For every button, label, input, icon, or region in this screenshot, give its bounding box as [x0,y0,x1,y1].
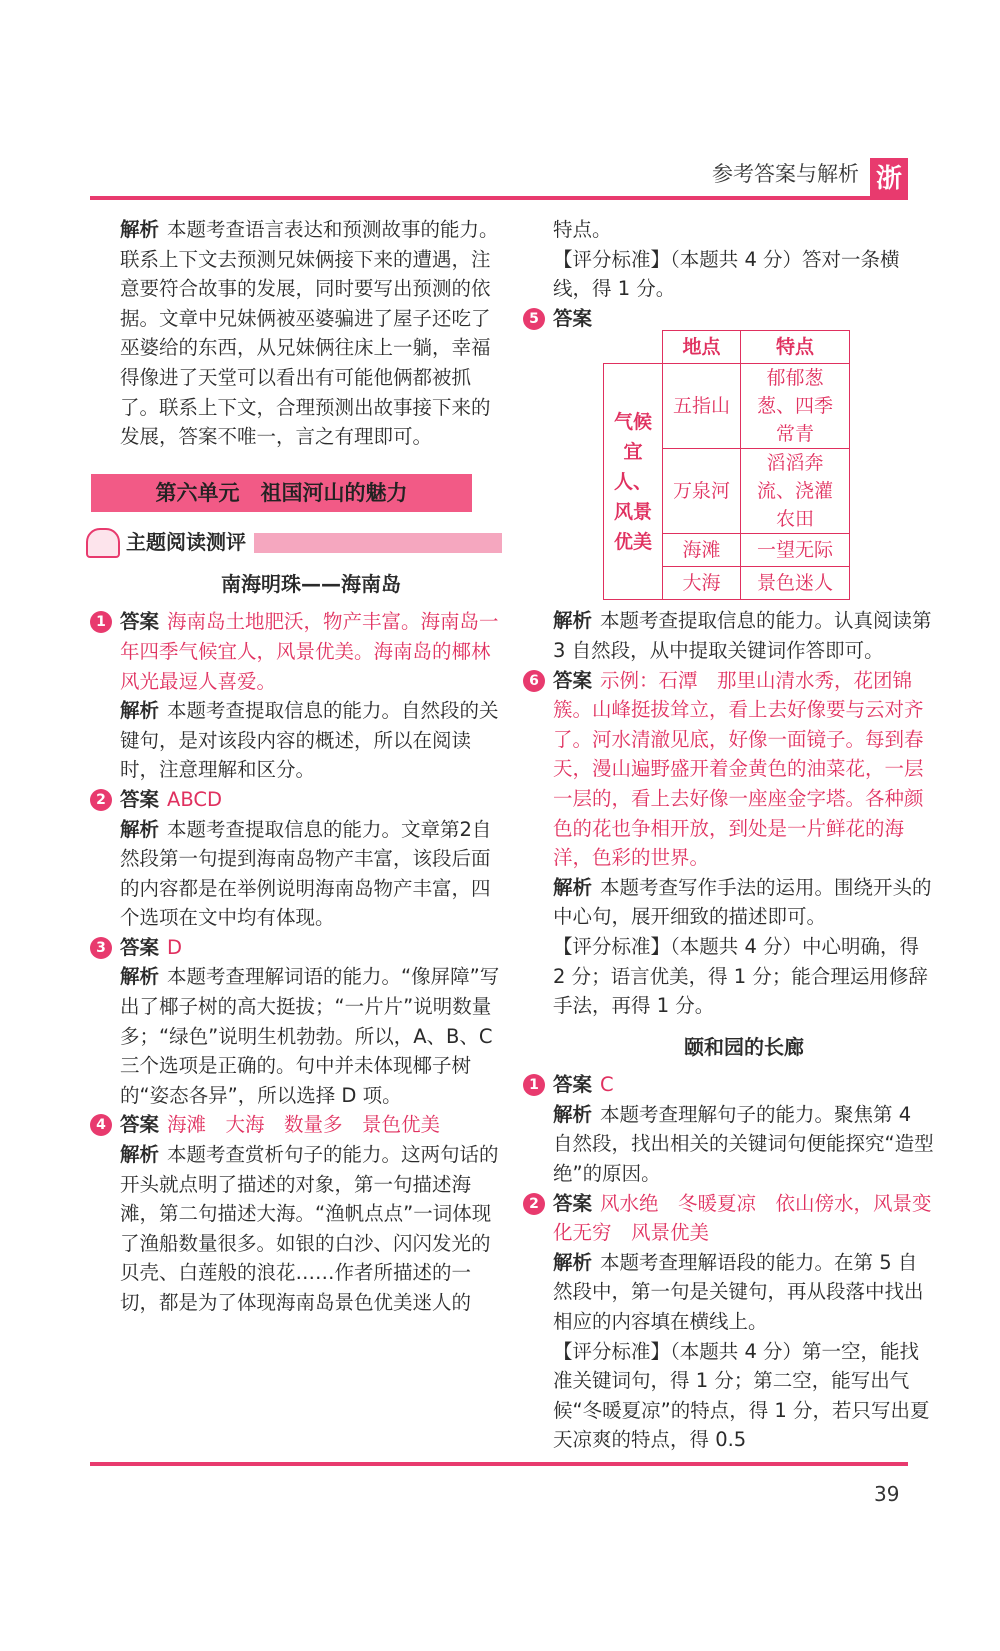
s2q2-explanation [553,1248,935,1337]
header-title: 参考答案与解析 [712,162,859,186]
table-cell-place: 大海 [663,567,741,600]
answer-text: D [167,935,183,959]
answer-label: 答案 [553,668,593,692]
s2q2-scoring: 【评分标准】（本题共 4 分）第一空，能找准关键词句，得 1 分；第二空，能写出气候“冬暖夏凉”的特点，得 1 分，若只写出夏天凉爽的特点，得 0.5 [553,1339,930,1452]
answer-label: 答案 [553,1073,593,1097]
table-cell-feature: 郁郁葱葱、四季常青 [741,364,850,449]
page-number: 39 [874,1482,900,1506]
explanation-label: 解析 [553,609,593,633]
theme-bar [254,533,502,553]
q6-explanation [553,873,935,932]
right-column [529,215,935,1455]
answer-label: 答案 [553,1191,593,1215]
answer-label: 答案 [120,787,160,811]
q5-explanation [553,606,935,665]
answer-table [603,330,850,600]
q4-answer [96,1110,502,1140]
explanation-text: 本题考查理解语段的能力。在第 5 自然段中，第一句是关键句，再从段落中找出相应的内容填在横线上。 [553,1250,924,1334]
answer-label: 答案 [553,306,593,330]
unit-title: 第六单元 祖国河山的魅力 [91,474,472,512]
reader-icon [86,528,120,558]
question-number-badge: 1 [90,611,112,633]
question-number-badge: 3 [90,937,112,959]
q3-explanation [120,962,502,1110]
q6-answer [529,666,935,873]
explanation-text: 本题考查理解词语的能力。“像屏障”写出了椰子树的高大挺拔；“一片片”说明数量多；“绿色”说明生机勃勃。所以，A、B、C 三个选项是正确的。句中并未体现椰子树的“姿态各异”，所以选择 D 项。 [120,965,500,1107]
row-group-label: 气候宜人、风景优美 [604,364,663,600]
question-number-badge: 4 [90,1114,112,1136]
answer-text: 海南岛土地肥沃，物产丰富。海南岛一年四季气候宜人，风景优美。海南岛的椰林风光最逗人喜爱。 [120,610,499,693]
explanation-text: 本题考查赏析句子的能力。这两句话的开头就点明了描述的对象，第一句描述海滩，第二句描述大海。“渔帆点点”一词体现了渔船数量很多。如银的白沙、闪闪发光的贝壳、白莲般的浪花……作者所描述的一切，都是为了体现海南岛景色优美迷人的 [120,1143,499,1314]
explanation-text: 本题考查理解句子的能力。聚焦第 4 自然段，找出相关的关键词句便能探究“造型绝”的原因。 [553,1102,934,1186]
s2q1-answer [529,1070,935,1100]
table-cell-feature: 一望无际 [741,534,850,567]
explanation-label: 解析 [553,1250,593,1274]
province-badge: 浙 [870,158,908,200]
table-cell-place: 万泉河 [663,449,741,534]
q5-answer [529,304,935,334]
table-row [604,364,850,449]
q4-explanation-end: 特点。 [553,218,612,241]
q6-scoring: 【评分标准】（本题共 4 分）中心明确，得 2 分；语言优美，得 1 分；能合理运用修辞手法，再得 1 分。 [553,934,928,1018]
answer-label: 答案 [120,610,160,634]
q2-explanation [120,815,502,933]
question-number-badge: 5 [523,308,545,330]
table-header: 地点 [663,331,741,364]
explanation-label: 解析 [120,965,160,989]
explanation-label: 解析 [120,817,160,841]
question-number-badge: 1 [523,1074,545,1096]
answer-label: 答案 [120,935,160,959]
explanation-label: 解析 [120,699,160,723]
section-title: 颐和园的长廊 [684,1034,804,1059]
question-number-badge: 2 [523,1193,545,1215]
s2q2-answer [529,1189,935,1248]
explanation-text: 本题考查写作手法的运用。围绕开头的中心句，展开细致的描述即可。 [553,875,932,929]
intro-explanation [120,215,502,452]
left-column [96,215,502,1318]
q3-answer [96,933,502,963]
theme-heading [86,528,502,558]
question-number-badge: 2 [90,789,112,811]
explanation-label: 解析 [553,875,593,899]
table-corner [604,331,663,364]
answer-text: 风水绝 冬暖夏凉 依山傍水，风景变化无穷 风景优美 [553,1191,932,1245]
q2-answer [96,785,502,815]
explanation-text: 本题考查提取信息的能力。文章第2自然段第一句提到海南岛物产丰富，该段后面的内容都是在举例说明海南岛物产丰富，四个选项在文中均有体现。 [120,817,492,930]
table-cell-place: 五指山 [663,364,741,449]
q1-answer [96,607,502,696]
table-header: 特点 [741,331,850,364]
theme-label: 主题阅读测评 [126,529,246,554]
explanation-label: 解析 [120,218,160,241]
q1-explanation [120,696,502,785]
header-rule [90,196,908,200]
explanation-text: 本题考查语言表达和预测故事的能力。联系上下文去预测兄妹俩接下来的遭遇，注意要符合故事的发展，同时要写出预测的依据。文章中兄妹俩被巫婆骗进了屋子还吃了巫婆给的东西，从兄妹俩往床上一躺，幸福得像进了天堂可以看出有可能他俩都被抓了。联系上下文，合理预测出故事接下来的发展，答案不唯一，言之有理即可。 [120,218,499,449]
table-header-row [604,331,850,364]
table-cell-place: 海滩 [663,534,741,567]
explanation-text: 本题考查提取信息的能力。自然段的关键句，是对该段内容的概述，所以在阅读时，注意理解和区分。 [120,699,499,782]
explanation-text: 本题考查提取信息的能力。认真阅读第 3 自然段，从中提取关键词作答即可。 [553,609,932,662]
footer-rule [90,1462,908,1466]
answer-text: ABCD [167,787,223,811]
answer-text: C [600,1073,614,1097]
q4-scoring: 【评分标准】（本题共 4 分）答对一条横线，得 1 分。 [553,247,900,301]
section-title: 南海明珠——海南岛 [221,571,401,596]
answer-text: 示例：石潭 那里山清水秀，花团锦簇。山峰挺拔耸立，看上去好像要与云对齐了。河水清澈见底，好像一面镜子。每到春天，漫山遍野盛开着金黄色的油菜花，一层一层的，看上去好像一座座金字塔。各种颜色的花也争相开放，到处是一片鲜花的海洋，色彩的世界。 [553,668,924,870]
q4-explanation [120,1140,502,1318]
answer-label: 答案 [120,1113,160,1137]
answer-text: 海滩 大海 数量多 景色优美 [167,1113,441,1137]
question-number-badge: 6 [523,670,545,692]
s2q1-explanation [553,1100,935,1189]
table-cell-feature: 滔滔奔流、浇灌农田 [741,449,850,534]
table-cell-feature: 景色迷人 [741,567,850,600]
explanation-label: 解析 [553,1102,593,1126]
explanation-label: 解析 [120,1143,160,1167]
